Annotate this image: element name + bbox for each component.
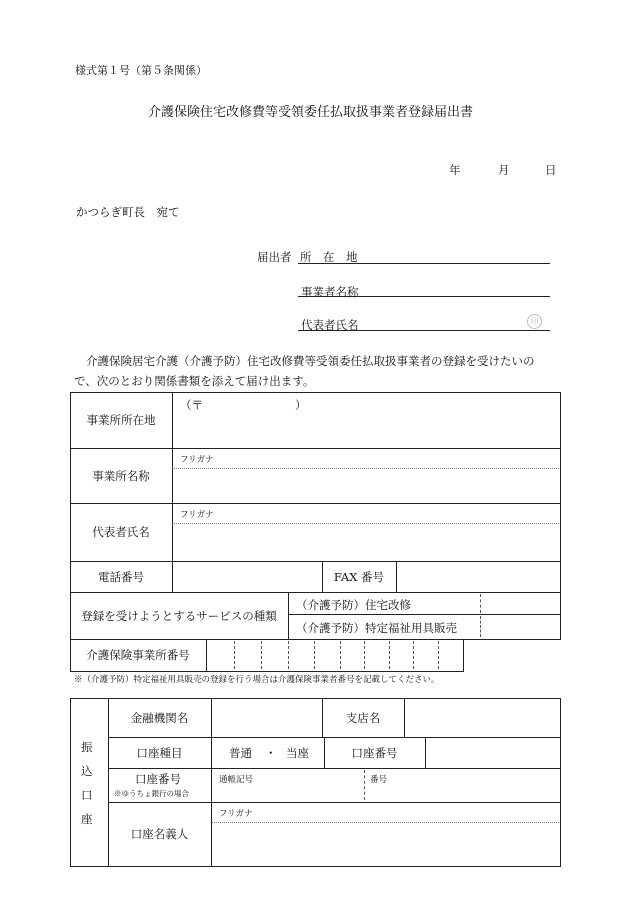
address-line[interactable]: [298, 263, 550, 264]
service-type-label: 登録を受けようとするサービスの種類: [81, 608, 277, 623]
passbook-symbol-label: 通帳記号: [219, 775, 254, 785]
service-option-welfare[interactable]: （介護予防）特定福祉用具販売: [296, 621, 457, 635]
phone-label: 電話番号: [98, 569, 144, 584]
rep-name-label: 代表者氏名: [92, 525, 150, 539]
bank-side-char-1: 振: [81, 740, 93, 754]
passbook-symbol-field[interactable]: [213, 784, 361, 800]
postal-open: （〒: [180, 398, 203, 412]
insurer-number-label: 介護保険事業所番号: [86, 648, 190, 662]
fax-label: FAX 番号: [333, 569, 385, 584]
company-label: 事業者名称: [301, 285, 359, 299]
date-day-label: 日: [545, 163, 557, 177]
bank-side-char-4: 座: [81, 812, 93, 826]
form-number: 様式第１号（第５条関係）: [75, 64, 207, 77]
account-holder-label: 口座名義人: [130, 827, 189, 841]
yucho-account-number-label: 口座番号: [135, 772, 181, 786]
rep-name-furigana-label: フリガナ: [180, 510, 214, 520]
postal-close: ）: [295, 398, 307, 412]
phone-field[interactable]: [174, 563, 320, 590]
bank-side-char-2: 込: [81, 764, 93, 778]
addressee: かつらぎ町長 宛て: [76, 205, 180, 219]
passbook-number-field[interactable]: [367, 784, 558, 800]
institution-field[interactable]: [213, 700, 320, 735]
office-name-furigana-label: フリガナ: [180, 455, 214, 465]
office-address-field[interactable]: [195, 405, 555, 445]
bank-side-char-3: 口: [81, 788, 93, 802]
account-number-field[interactable]: [427, 739, 558, 766]
rep-name-field[interactable]: [174, 525, 558, 560]
account-number-label: 口座番号: [351, 745, 398, 760]
branch-label: 支店名: [345, 710, 381, 725]
office-name-field[interactable]: [174, 470, 558, 502]
date-month-label: 月: [498, 163, 510, 177]
table-note: ※（介護予防）特定福祉用具販売の登録を行う場合は介護保険事業者番号を記載してください。: [74, 675, 440, 685]
company-line[interactable]: [298, 296, 550, 297]
insurer-number-field[interactable]: [208, 641, 462, 669]
page-title: 介護保険住宅改修費等受領委任払取扱事業者登録届出書: [148, 105, 474, 120]
date-year-label: 年: [449, 163, 461, 177]
holder-furigana-label: フリガナ: [219, 809, 253, 819]
notifier-label: 届出者: [257, 250, 292, 264]
account-type-dot: ・: [265, 746, 277, 760]
office-name-label: 事業所名称: [92, 468, 150, 483]
account-type-normal[interactable]: 普通: [229, 746, 252, 760]
fax-field[interactable]: [398, 563, 558, 590]
yucho-note: ※ゆうちょ銀行の場合: [114, 789, 189, 798]
office-address-label: 事業所所在地: [86, 413, 156, 427]
account-type-current[interactable]: 当座: [286, 746, 309, 760]
body-text-line2: で、次のとおり関係書類を添えて届け出ます。: [74, 374, 315, 388]
branch-field[interactable]: [406, 700, 558, 735]
body-text-line1: 介護保険居宅介護（介護予防）住宅改修費等受領委任払取扱事業者の登録を受けたいの: [86, 354, 535, 368]
rep-line[interactable]: [298, 330, 550, 331]
rep-label: 代表者氏名: [301, 318, 359, 332]
passbook-number-label: 番号: [370, 775, 388, 785]
service-option-housing[interactable]: （介護予防）住宅改修: [296, 598, 411, 612]
account-holder-field[interactable]: [213, 825, 558, 864]
address-label: 所 在 地: [300, 250, 358, 264]
seal-mark: 印: [527, 314, 542, 329]
account-type-label: 口座種目: [136, 745, 183, 760]
institution-label: 金融機関名: [130, 710, 189, 725]
